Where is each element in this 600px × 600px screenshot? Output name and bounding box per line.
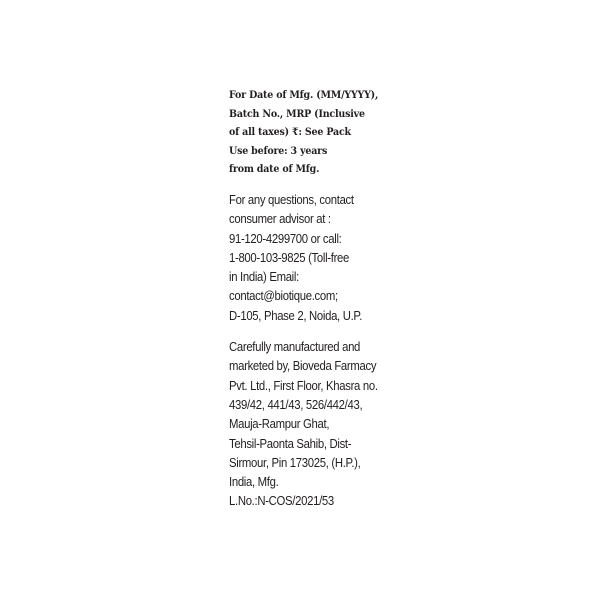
contact-phone-line: 91-120-4299700 or call: <box>229 231 342 246</box>
contact-address-line: D-105, Phase 2, Noida, U.P. <box>229 308 363 323</box>
mfg-info-block <box>229 86 415 179</box>
manufacturer-info-line: Carefully manufactured and <box>229 340 361 355</box>
license-number-line: L.No.:N-COS/2021/53 <box>229 494 334 509</box>
contact-tollfree-line: 1-800-103-9825 (Toll-free <box>229 250 350 265</box>
contact-info-line: in India) Email: <box>229 270 299 285</box>
manufacturer-info-line: India, Mfg. <box>229 475 279 490</box>
mfg-info-line: Batch No., MRP (Inclusive <box>229 107 365 120</box>
manufacturer-info-line: Pvt. Ltd., First Floor, Khasra no. <box>229 378 378 393</box>
contact-info-line: For any questions, contact <box>229 192 354 207</box>
contact-info-line: consumer advisor at : <box>229 212 331 227</box>
manufacturer-info-line: 439/42, 441/43, 526/442/43, <box>229 397 363 412</box>
contact-info-block <box>229 191 409 326</box>
product-label-text <box>229 86 429 512</box>
contact-email-line: contact@biotique.com; <box>229 289 338 304</box>
manufacturer-info-block <box>229 338 409 512</box>
mfg-info-line: For Date of Mfg. (MM/YYYY), <box>229 89 379 101</box>
manufacturer-info-line: Mauja-Rampur Ghat, <box>229 417 330 432</box>
mfg-info-line: of all taxes) ₹: See Pack <box>229 126 351 139</box>
mfg-info-line: Use before: 3 years <box>229 144 328 157</box>
manufacturer-info-line: Tehsil-Paonta Sahib, Dist- <box>229 436 352 451</box>
manufacturer-info-line: Sirmour, Pin 173025, (H.P.), <box>229 455 361 470</box>
manufacturer-info-line: marketed by, Bioveda Farmacy <box>229 359 377 374</box>
mfg-info-line: from date of Mfg. <box>229 163 320 176</box>
